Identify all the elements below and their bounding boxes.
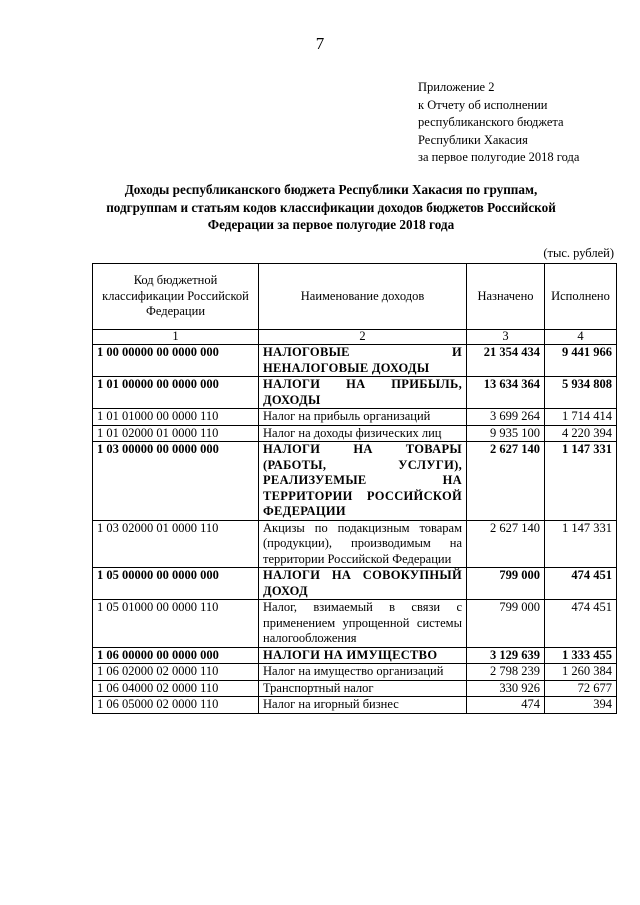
executed-cell: 1 714 414 — [545, 409, 617, 426]
assigned-cell: 13 634 364 — [467, 377, 545, 409]
appendix-line: Республики Хакасия — [418, 132, 528, 147]
name-cell: НАЛОГИ НА ТОВАРЫ (РАБОТЫ, УСЛУГИ), РЕАЛИЗУЕМЫЕ НА ТЕРРИТОРИИ РОССИЙСКОЙ ФЕДЕРАЦИИ — [259, 442, 467, 521]
table-row — [93, 647, 617, 664]
table-row — [93, 377, 617, 409]
appendix-line: Приложение 2 — [418, 80, 495, 94]
column-number: 4 — [545, 330, 617, 345]
assigned-cell: 2 627 140 — [467, 520, 545, 568]
code-cell: 1 01 00000 00 0000 000 — [93, 377, 259, 409]
name-cell: Налог на имущество организаций — [259, 664, 467, 681]
document-title: Доходы республиканского бюджета Республики Хакасия по группам, подгруппам и статьям кодов классификации доходов бюджетов Российской Федерации за первое полугодие 2018 года — [106, 182, 556, 232]
executed-cell: 1 147 331 — [545, 442, 617, 521]
assigned-cell: 2 627 140 — [467, 442, 545, 521]
assigned-cell: 799 000 — [467, 600, 545, 648]
executed-cell: 474 451 — [545, 600, 617, 648]
code-cell: 1 01 01000 00 0000 110 — [93, 409, 259, 426]
name-cell: Налог на игорный бизнес — [259, 697, 467, 714]
name-cell: Акцизы по подакцизным товарам (продукции), производимым на территории Российской Федерации — [259, 520, 467, 568]
table-row — [93, 425, 617, 442]
name-cell: Налог, взимаемый в связи с применением упрощенной системы налогообложения — [259, 600, 467, 648]
column-number: 3 — [467, 330, 545, 345]
table-row — [93, 442, 617, 521]
table-row — [93, 520, 617, 568]
appendix-line: республиканского бюджета — [418, 115, 564, 129]
table-row — [93, 568, 617, 600]
name-cell: НАЛОГИ НА ИМУЩЕСТВО — [259, 647, 467, 664]
assigned-cell: 330 926 — [467, 680, 545, 697]
executed-cell: 1 260 384 — [545, 664, 617, 681]
table-body — [93, 345, 617, 714]
name-cell: Налог на доходы физических лиц — [259, 425, 467, 442]
code-cell: 1 03 02000 01 0000 110 — [93, 520, 259, 568]
appendix-line: к Отчету об исполнении — [418, 97, 548, 112]
table-row — [93, 409, 617, 426]
code-cell: 1 03 00000 00 0000 000 — [93, 442, 259, 521]
assigned-cell: 3 129 639 — [467, 647, 545, 664]
assigned-cell: 799 000 — [467, 568, 545, 600]
revenue-table — [92, 263, 617, 714]
header-executed: Исполнено — [545, 264, 617, 330]
code-cell: 1 06 05000 02 0000 110 — [93, 697, 259, 714]
column-number: 2 — [259, 330, 467, 345]
code-cell: 1 05 00000 00 0000 000 — [93, 568, 259, 600]
code-cell: 1 06 02000 02 0000 110 — [93, 664, 259, 681]
table-row — [93, 664, 617, 681]
executed-cell: 1 147 331 — [545, 520, 617, 568]
table-row — [93, 345, 617, 377]
header-code: Код бюджетной классификации Российской Федерации — [93, 264, 259, 330]
assigned-cell: 21 354 434 — [467, 345, 545, 377]
executed-cell: 9 441 966 — [545, 345, 617, 377]
header-name: Наименование доходов — [259, 264, 467, 330]
table-row — [93, 680, 617, 697]
appendix-line: за первое полугодие 2018 года — [418, 150, 580, 164]
assigned-cell: 2 798 239 — [467, 664, 545, 681]
name-cell: Налог на прибыль организаций — [259, 409, 467, 426]
name-cell: НАЛОГИ НА ПРИБЫЛЬ, ДОХОДЫ — [259, 377, 467, 409]
executed-cell: 1 333 455 — [545, 647, 617, 664]
appendix-note — [418, 79, 579, 167]
code-cell: 1 00 00000 00 0000 000 — [93, 345, 259, 377]
code-cell: 1 06 04000 02 0000 110 — [93, 680, 259, 697]
code-cell: 1 01 02000 01 0000 110 — [93, 425, 259, 442]
assigned-cell: 9 935 100 — [467, 425, 545, 442]
table-row — [93, 600, 617, 648]
name-cell: НАЛОГИ НА СОВОКУПНЫЙ ДОХОД — [259, 568, 467, 600]
executed-cell: 394 — [545, 697, 617, 714]
assigned-cell: 474 — [467, 697, 545, 714]
units-label: (тыс. рублей) — [543, 246, 614, 260]
assigned-cell: 3 699 264 — [467, 409, 545, 426]
table-row — [93, 697, 617, 714]
page-number: 7 — [315, 34, 325, 53]
code-cell: 1 05 01000 00 0000 110 — [93, 600, 259, 648]
code-cell: 1 06 00000 00 0000 000 — [93, 647, 259, 664]
executed-cell: 4 220 394 — [545, 425, 617, 442]
header-assigned: Назначено — [467, 264, 545, 330]
name-cell: Транспортный налог — [259, 680, 467, 697]
executed-cell: 5 934 808 — [545, 377, 617, 409]
column-number: 1 — [93, 330, 259, 345]
executed-cell: 474 451 — [545, 568, 617, 600]
name-cell: НАЛОГОВЫЕ И НЕНАЛОГОВЫЕ ДОХОДЫ — [259, 345, 467, 377]
executed-cell: 72 677 — [545, 680, 617, 697]
